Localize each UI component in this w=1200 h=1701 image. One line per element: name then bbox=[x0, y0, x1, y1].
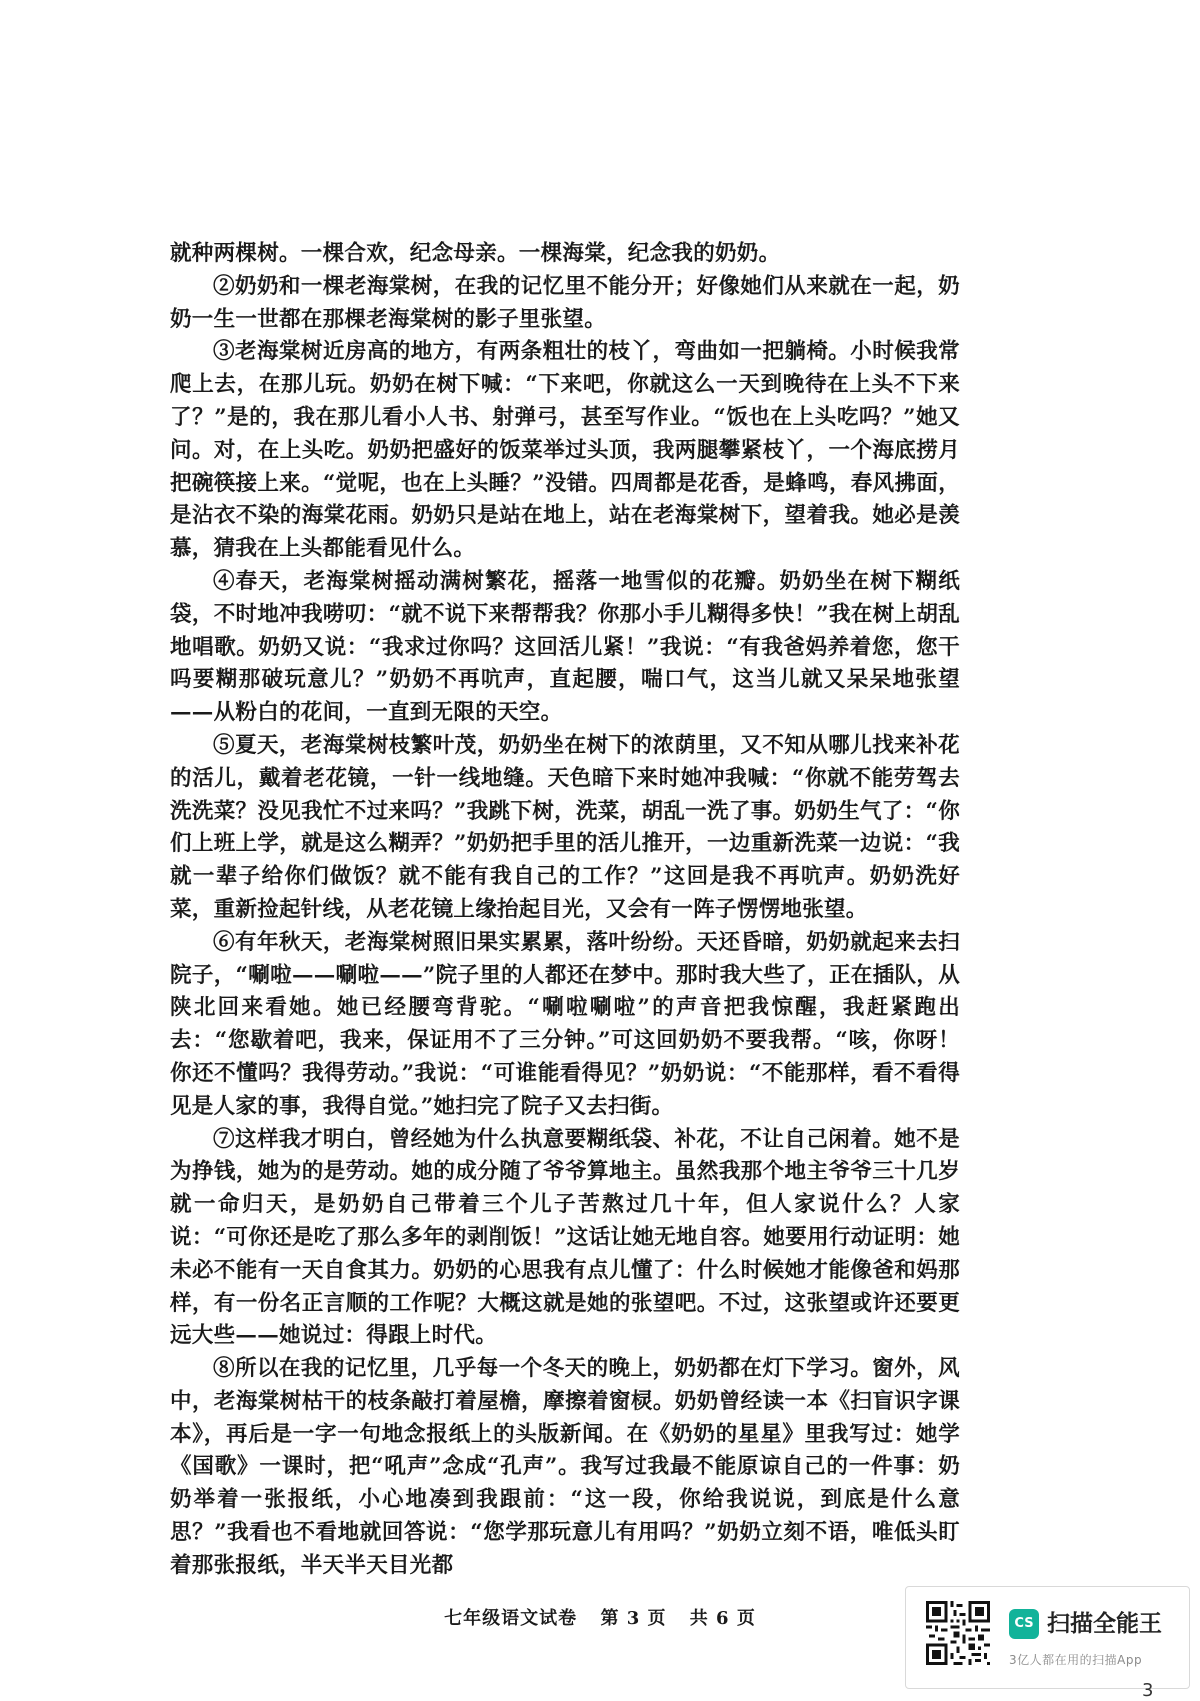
paragraph-6: ⑥有年秋天，老海棠树照旧果实累累，落叶纷纷。天还昏暗，奶奶就起来去扫院子，“唰啦——唰啦——”院子里的人都还在梦中。那时我大些了，正在插队，从陕北回来看她。她已经腰弯背驼。“唰啦唰啦”的声音把我惊醒，我赶紧跑出去：“您歇着吧，我来，保证用不了三分钟。”可这回奶奶不要我帮。“咳，你呀！你还不懂吗？我得劳动。”我说：“可谁能看得见？”奶奶说：“不能那样，看不看得见是人家的事，我得自觉。”她扫完了院子又去扫街。 bbox=[170, 929, 960, 1119]
corner-page-number: 3 bbox=[1142, 1680, 1154, 1701]
paragraph-7: ⑦这样我才明白，曾经她为什么执意要糊纸袋、补花，不让自己闲着。她不是为挣钱，她为的是劳动。她的成分随了爷爷算地主。虽然我那个地主爷爷三十几岁就一命归天，是奶奶自己带着三个儿子苦熬过几十年，但人家说什么？人家说：“可你还是吃了那么多年的剥削饭！”这话让她无地自容。她要用行动证明：她未必不能有一天自食其力。奶奶的心思我有点儿懂了：什么时候她才能像爸和妈那样，有一份名正言顺的工作呢？大概这就是她的张望吧。不过，这张望或许还要更远大些——她说过：得跟上时代。 bbox=[170, 1126, 960, 1349]
total-pages: 共 6 页 bbox=[689, 1608, 756, 1629]
app-tagline: 3亿人都在用的扫描App bbox=[1009, 1653, 1143, 1667]
paragraph-5: ⑤夏天，老海棠树枝繁叶茂，奶奶坐在树下的浓荫里，又不知从哪儿找来补花的活儿，戴着老花镜，一针一线地缝。天色暗下来时她冲我喊：“你就不能劳驾去洗洗菜？没见我忙不过来吗？”我跳下树，洗菜，胡乱一洗了事。奶奶生气了：“你们上班上学，就是这么糊弄？”奶奶把手里的活儿推开，一边重新洗菜一边说：“我就一辈子给你们做饭？就不能有我自己的工作？”这回是我不再吭声。奶奶洗好菜，重新捡起针线，从老花镜上缘抬起目光，又会有一阵子愣愣地张望。 bbox=[170, 732, 960, 922]
paragraph-2: ②奶奶和一棵老海棠树，在我的记忆里不能分开；好像她们从来就在一起，奶奶一生一世都在那棵老海棠树的影子里张望。 bbox=[170, 273, 960, 332]
app-name: 扫描全能王 bbox=[1047, 1611, 1162, 1637]
exam-title: 七年级语文试卷 bbox=[444, 1608, 578, 1629]
paragraph-4: ④春天，老海棠树摇动满树繁花，摇落一地雪似的花瓣。奶奶坐在树下糊纸袋，不时地冲我唠叨：“就不说下来帮帮我？你那小手儿糊得多快！”我在树上胡乱地唱歌。奶奶又说：“我求过你吗？这回活儿紧！”我说：“有我爸妈养着您，您干吗要糊那破玩意儿？”奶奶不再吭声，直起腰，喘口气，这当儿就又呆呆地张望——从粉白的花间，一直到无限的天空。 bbox=[170, 568, 960, 726]
paragraph-8: ⑧所以在我的记忆里，几乎每一个冬天的晚上，奶奶都在灯下学习。窗外，风中，老海棠树枯干的枝条敲打着屋檐，摩擦着窗棂。奶奶曾经读一本《扫盲识字课本》，再后是一字一句地念报纸上的头版新闻。在《奶奶的星星》里我写过：她学《国歌》一课时，把“吼声”念成“孔声”。我写过我最不能原谅自己的一件事：奶奶举着一张报纸，小心地凑到我跟前：“这一段，你给我说说，到底是什么意思？”我看也不看地就回答说：“您学那玩意儿有用吗？”奶奶立刻不语，唯低头盯着那张报纸，半天半天目光都 bbox=[170, 1356, 960, 1578]
scanner-watermark-badge bbox=[905, 1586, 1190, 1689]
cs-logo-icon: CS bbox=[1009, 1609, 1039, 1639]
article-body bbox=[170, 238, 960, 1583]
paragraph-3: ③老海棠树近房高的地方，有两条粗壮的枝丫，弯曲如一把躺椅。小时候我常爬上去，在那儿玩。奶奶在树下喊：“下来吧，你就这么一天到晚待在上头不下来了？”是的，我在那儿看小人书、射弹弓，甚至写作业。“饭也在上头吃吗？”她又问。对，在上头吃。奶奶把盛好的饭菜举过头顶，我两腿攀紧枝丫，一个海底捞月把碗筷接上来。“觉呢，也在上头睡？”没错。四周都是花香，是蜂鸣，春风拂面，是沾衣不染的海棠花雨。奶奶只是站在地上，站在老海棠树下，望着我。她必是羡慕，猜我在上头都能看见什么。 bbox=[170, 339, 960, 562]
page-number: 第 3 页 bbox=[600, 1608, 667, 1629]
qr-code-icon bbox=[926, 1601, 990, 1665]
paragraph-1: 就种两棵树。一棵合欢，纪念母亲。一棵海棠，纪念我的奶奶。 bbox=[170, 241, 781, 266]
